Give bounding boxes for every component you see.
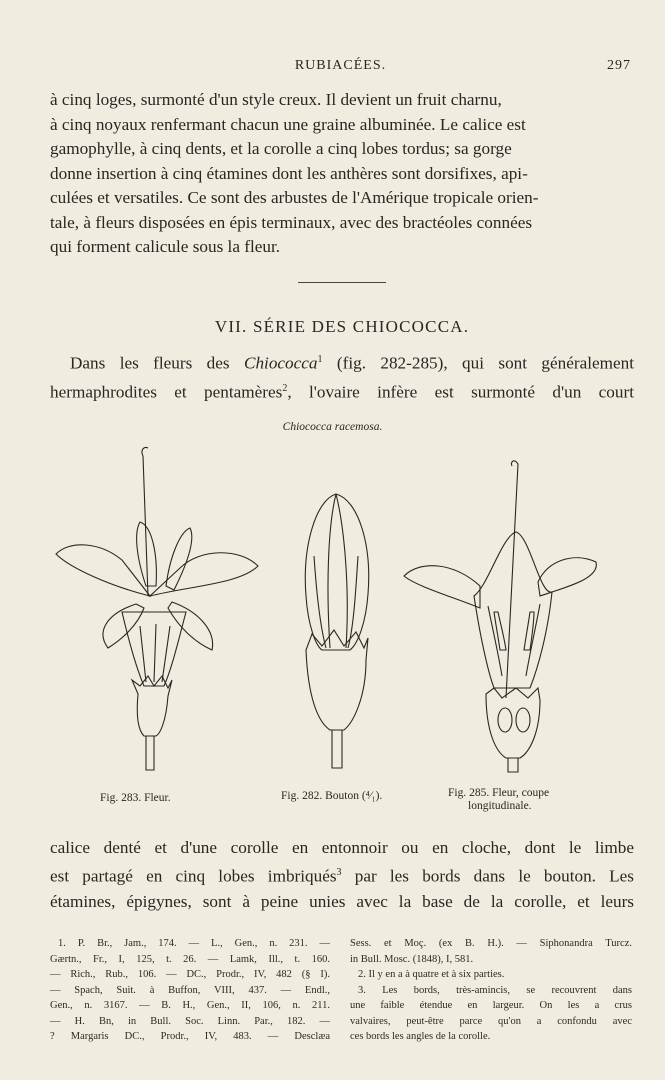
paragraph3-line2 xyxy=(50,860,634,889)
page-number: 297 xyxy=(607,58,631,73)
p2-text: (fig. 282-285), qui sont généralement xyxy=(322,353,634,373)
fig-282-bud-illustration xyxy=(305,494,368,768)
paragraph2-line1 xyxy=(50,347,634,376)
footnote-ref-2: 2 xyxy=(282,382,288,394)
p3-text: par les bords dans le bouton. Les xyxy=(341,866,634,886)
flower-illustrations xyxy=(40,436,630,776)
footnote-ref-1: 1 xyxy=(317,354,323,365)
caption-fig-285-line1: Fig. 285. Fleur, coupe xyxy=(448,787,550,799)
footnote-line: Gen., n. 3167. — B. H., Gen., II, 106, n. 211. xyxy=(50,1000,330,1011)
footnote-line: 2. Il y en a à quatre et à six parties. xyxy=(358,969,505,980)
genus-name: Chiococca xyxy=(243,353,318,373)
figure-title: Chiococca racemosa. xyxy=(282,421,383,433)
caption-fig-285-line2: longitudinale. xyxy=(468,800,532,812)
footnote-line: valvaires, peut-être parce qu'on a confondu avec xyxy=(350,1015,632,1027)
footnote-line: une faible étendue en largeur. On les a crus xyxy=(350,1000,632,1011)
paragraph-calyx-description xyxy=(50,835,634,914)
footnote-line: — Spach, Suit. à Buffon, VIII, 437. — Endl., xyxy=(50,984,330,996)
footnote-line: Sess. et Moç. (ex B. H.). — Siphonandra Turcz. xyxy=(350,938,632,949)
paragraph-chiococca-intro xyxy=(50,347,634,404)
paragraph2-line2 xyxy=(50,376,634,405)
footnote-line: 3. Les bords, très-amincis, se recouvrent dans xyxy=(358,984,632,996)
running-head-title: RUBIACÉES. xyxy=(294,58,387,73)
section-title: VII. SÉRIE DES CHIOCOCCA. xyxy=(214,317,470,336)
footnote-line: ? Margaris DC., Prodr., IV, 483. — Desclæa xyxy=(50,1031,330,1042)
paragraph-ovary-description: à cinq loges, surmonté d'un style creux. Il devient un fruit charnu, à cinq noyaux renfermant chacun une graine albuminée. Le calice est gamophylle, à cinq dents, et la corolle a cinq lobes tordus; sa gorge donne insertion à cinq étamines dont les anthères sont dorsifixes, api- culées et versatiles. Ce sont des arbustes de l'Amérique tropicale orien- tale, à fleurs disposées en épis terminaux, avec des bractéoles connées qui forment calicule sous la fleur. xyxy=(50,90,539,256)
footnote-line: 1. P. Br., Jam., 174. — L., Gen., n. 231. — xyxy=(58,938,330,949)
p2-text: Dans les fleurs des xyxy=(70,353,244,373)
paragraph3-line1: calice denté et d'une corolle en entonnoir ou en cloche, dont le limbe xyxy=(50,838,634,857)
footnote-line: in Bull. Mosc. (1848), I, 581. xyxy=(350,953,474,965)
footnote-line: — H. Bn, in Bull. Soc. Linn. Par., 182. — xyxy=(50,1015,330,1027)
p2-text: hermaphrodites et pentamères xyxy=(50,382,283,402)
footnote-line: — Rich., Rub., 106. — DC., Prodr., IV, 482 (§ I). xyxy=(50,969,330,980)
caption-fig-283: Fig. 283. Fleur. xyxy=(100,792,171,804)
running-head xyxy=(50,58,631,78)
fig-283-flower-illustration xyxy=(56,447,258,770)
fig-285-section-illustration xyxy=(404,461,596,772)
p3-text: est partagé en cinq lobes imbriqués xyxy=(50,866,337,886)
p2-text: , l'ovaire infère est surmonté d'un court xyxy=(287,382,634,402)
footnotes-left-column xyxy=(50,936,330,1045)
caption-fig-282: Fig. 282. Bouton (⁴⁄₁). xyxy=(281,790,383,802)
footnotes-right-column xyxy=(350,936,632,1045)
paragraph3-line3: étamines, épigynes, sont à peine unies avec la base de la corolle, et leurs xyxy=(50,891,634,911)
footnote-line: Gærtn., Fr., I, 125, t. 26. — Lamk, Ill., t. 160. xyxy=(50,953,330,965)
footnote-ref-3: 3 xyxy=(336,867,342,878)
section-divider xyxy=(298,282,386,283)
footnote-line: ces bords les angles de la corolle. xyxy=(350,1031,491,1042)
